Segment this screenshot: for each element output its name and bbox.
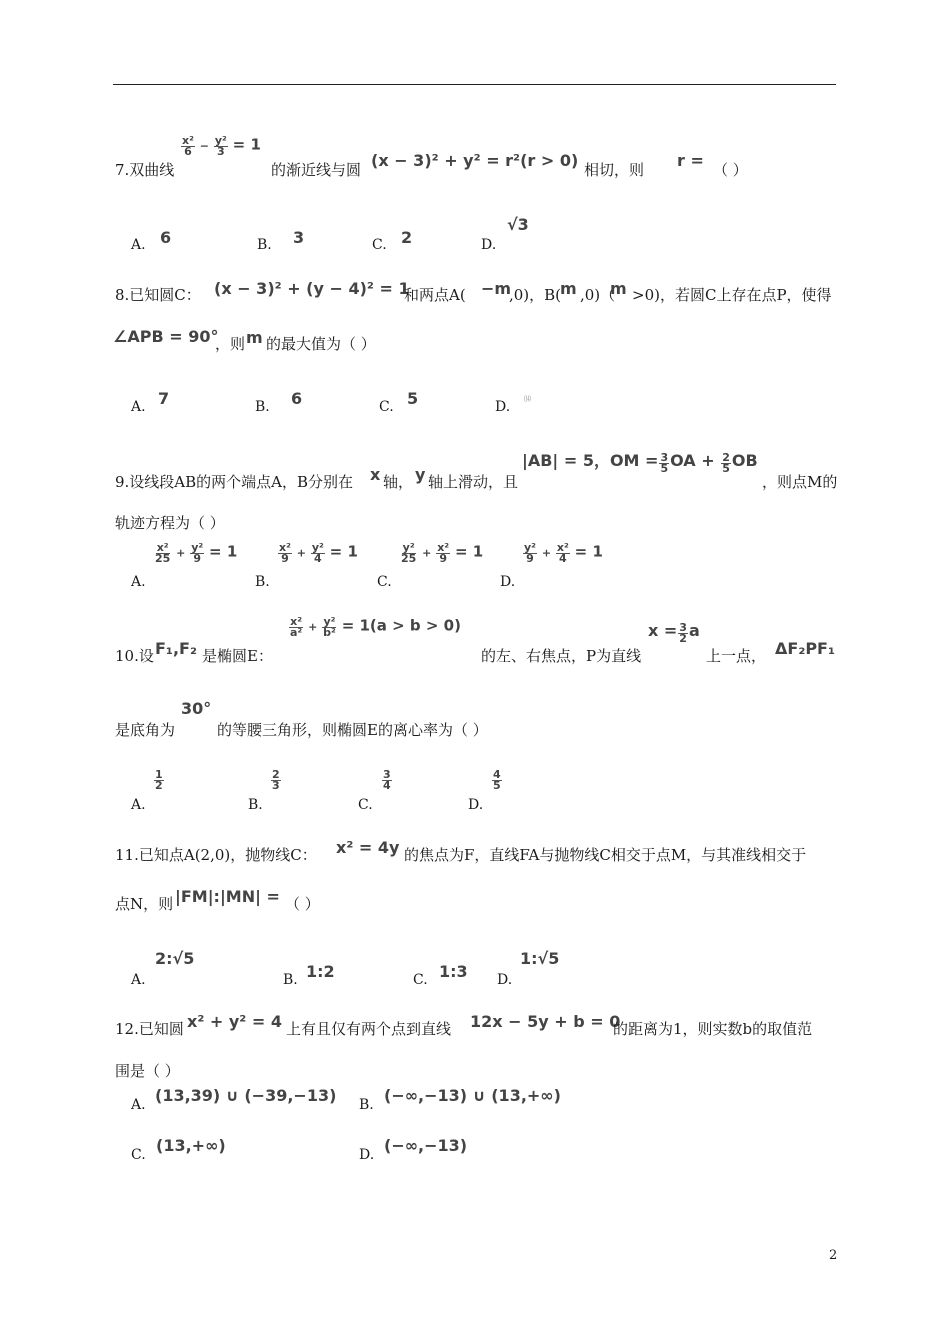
- q9-line2: 轨迹方程为（ ）: [115, 514, 225, 532]
- q8-prefix: 8.已知圆C：: [115, 286, 201, 304]
- q9-option-d-label: D.: [500, 574, 516, 590]
- q8-m3: m: [246, 328, 263, 347]
- q7-option-d: √3: [507, 215, 529, 234]
- q12-option-c: (13,+∞): [156, 1136, 226, 1155]
- q7-option-c-label: C.: [372, 237, 387, 253]
- q7-r-eq: r =: [677, 151, 704, 170]
- q10-triangle: ΔF₂PF₁: [775, 639, 835, 658]
- q10-mid2: 的左、右焦点，P为直线: [481, 647, 642, 665]
- q8-text-f: 的最大值为（ ）: [266, 335, 376, 353]
- q11-option-b: 1:2: [306, 962, 335, 981]
- q10-option-d: $\frac{4}{5}$: [493, 768, 501, 792]
- q10-option-a-label: A.: [131, 797, 146, 813]
- q12-line2: 围是（ ）: [115, 1062, 180, 1080]
- q9-option-c: $\frac{\text{y²}}{25}$ + $\frac{\text{x²}}{9}$ = 1: [401, 541, 484, 565]
- q8-option-b: 6: [291, 389, 303, 408]
- q8-option-a-label: A.: [131, 399, 146, 415]
- q10-line: x = $\frac{3}{2}$ a: [648, 620, 700, 645]
- q8-option-b-label: B.: [255, 399, 270, 415]
- q11-option-d-label: D.: [497, 972, 513, 988]
- q8-neg-m: −m: [481, 279, 512, 298]
- q11-option-c: 1:3: [439, 962, 468, 981]
- q11-option-a: 2:√5: [155, 949, 195, 968]
- q7-prefix: 7.双曲线: [115, 161, 175, 179]
- q8-option-a: 7: [158, 389, 170, 408]
- q11-ratio: |FM|:|MN| =: [175, 887, 280, 906]
- q7-option-c: 2: [401, 228, 413, 247]
- q10-line2b: 的等腰三角形，则椭圆E的离心率为（ ）: [217, 721, 488, 739]
- q7-option-a: 6: [160, 228, 172, 247]
- q9-mid2: 轴上滑动，且: [428, 473, 519, 491]
- q9-condition: |AB| = 5，OM = $\frac{3}{5}$ OA + $\frac{2}{5}$ OB: [522, 450, 758, 475]
- q8-circle: (x − 3)² + (y − 4)² = 1: [214, 279, 410, 298]
- q7-paren: （ ）: [713, 161, 748, 179]
- q12-option-a-label: A.: [131, 1097, 146, 1113]
- q10-option-b-label: B.: [248, 797, 263, 813]
- q8-option-d-label: D.: [495, 399, 511, 415]
- q11-line2b: （ ）: [285, 895, 320, 913]
- q11-option-d: 1:√5: [520, 949, 560, 968]
- header-rule: [113, 84, 836, 85]
- q12-option-a: (13,39) ∪ (−39,−13): [155, 1086, 337, 1105]
- q9-option-a-label: A.: [131, 574, 146, 590]
- q10-prefix: 10.设: [115, 647, 154, 665]
- q10-mid3: 上一点，: [706, 647, 767, 665]
- q9-option-a: $\frac{\text{x²}}{25}$ + $\frac{\text{y²}}{9}$ = 1: [155, 541, 238, 565]
- q9-cond-text: |AB| = 5，OM =: [522, 451, 659, 470]
- q10-option-a: $\frac{1}{2}$: [155, 768, 163, 792]
- q11-mid: 的焦点为F，直线FA与抛物线C相交于点M，与其准线相交于: [404, 846, 807, 864]
- q11-option-b-label: B.: [283, 972, 298, 988]
- q9-tail: ，则点M的: [762, 473, 838, 491]
- q7-option-d-label: D.: [481, 237, 497, 253]
- q10-ellipse: $\frac{\text{x²}}{\text{a²}}$ + $\frac{\text{y²}}{\text{b²}}$ = 1(a > b > 0): [290, 615, 461, 639]
- q12-line: 12x − 5y + b = 0: [470, 1012, 621, 1031]
- q9-option-b-label: B.: [255, 574, 270, 590]
- q10-option-c: $\frac{3}{4}$: [383, 768, 391, 792]
- q12-option-b: (−∞,−13) ∪ (13,+∞): [384, 1086, 561, 1105]
- q12-tail: 的距离为1，则实数b的取值范: [613, 1020, 813, 1038]
- q10-angle: 30°: [181, 699, 212, 718]
- q7-circle: (x − 3)² + y² = r²(r > 0): [371, 151, 579, 170]
- q9-mid1: 轴，: [383, 473, 414, 491]
- q12-option-d-label: D.: [359, 1147, 375, 1163]
- q12-circle: x² + y² = 4: [187, 1012, 282, 1031]
- q11-option-c-label: C.: [413, 972, 428, 988]
- q8-text-d: >0)，若圆C上存在点P，使得: [632, 286, 832, 304]
- q8-option-c-label: C.: [379, 399, 394, 415]
- q12-option-d: (−∞,−13): [384, 1136, 468, 1155]
- q11-parabola: x² = 4y: [336, 838, 400, 857]
- q12-option-c-label: C.: [131, 1147, 146, 1163]
- q7-tail: 相切，则: [584, 161, 645, 179]
- q12-prefix: 12.已知圆: [115, 1020, 184, 1038]
- q9-option-c-label: C.: [377, 574, 392, 590]
- q9-prefix: 9.设线段AB的两个端点A，B分别在: [115, 473, 354, 491]
- q7-option-b: 3: [293, 228, 305, 247]
- q11-option-a-label: A.: [131, 972, 146, 988]
- q10-mid1: 是椭圆E：: [202, 647, 273, 665]
- q10-option-d-label: D.: [468, 797, 484, 813]
- q9-option-b: $\frac{\text{x²}}{9}$ + $\frac{\text{y²}}{4}$ = 1: [279, 541, 358, 565]
- q12-mid: 上有且仅有两个点到直线: [286, 1020, 452, 1038]
- q8-m2: m: [610, 279, 627, 298]
- q9-y-var: y: [415, 465, 426, 484]
- q8-text-a: 和两点A(: [404, 286, 466, 304]
- q12-option-b-label: B.: [359, 1097, 374, 1113]
- q8-text-c: ,0)（: [580, 286, 616, 304]
- q7-option-b-label: B.: [257, 237, 272, 253]
- q9-option-d: $\frac{\text{y²}}{9}$ + $\frac{\text{x²}}{4}$ = 1: [524, 541, 603, 565]
- q8-option-c: 5: [407, 389, 419, 408]
- q7-hyperbola: $\frac{\text{x²}}{6}$ − $\frac{\text{y²}}{3}$ = 1: [182, 134, 261, 158]
- q8-text-b: ,0)，B(: [509, 286, 562, 304]
- q7-option-a-label: A.: [131, 237, 146, 253]
- q10-foci: F₁,F₂: [155, 639, 197, 658]
- q10-line2a: 是底角为: [115, 721, 176, 739]
- q8-option-d: ⒁: [524, 395, 531, 403]
- page-number: 2: [829, 1248, 838, 1263]
- q8-angle: ∠APB = 90°: [113, 327, 219, 346]
- q11-prefix: 11.已知点A(2,0)，抛物线C：: [115, 846, 317, 864]
- q8-m1: m: [560, 279, 577, 298]
- q10-option-c-label: C.: [358, 797, 373, 813]
- q10-option-b: $\frac{2}{3}$: [272, 768, 280, 792]
- q11-line2a: 点N，则: [115, 895, 174, 913]
- q7-mid: 的渐近线与圆: [271, 161, 362, 179]
- q9-x-var: x: [370, 465, 381, 484]
- q8-text-e: ，则: [215, 335, 246, 353]
